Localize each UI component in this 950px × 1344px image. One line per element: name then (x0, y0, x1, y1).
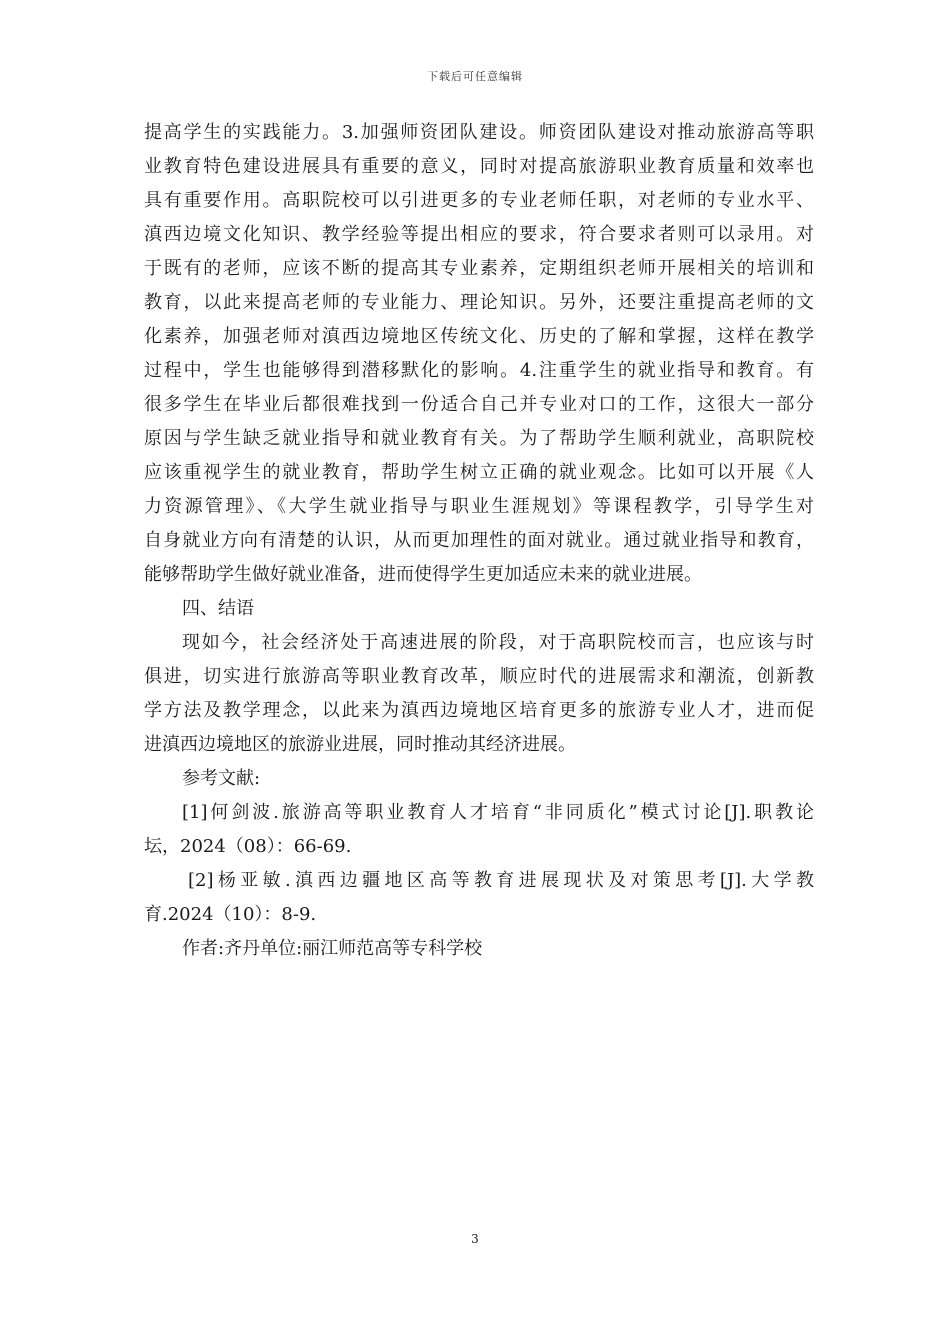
paragraph-line: 教育，以此来提高老师的专业能力、理论知识。另外，还要注重提高老师的文 (144, 292, 814, 313)
paragraph-line: 具有重要作用。高职院校可以引进更多的专业老师任职，对老师的专业水平、 (144, 190, 814, 211)
reference-item (144, 796, 814, 864)
reference-line: [2]杨亚敏.滇西边疆地区高等教育进展现状及对策思考[J].大学教 (188, 870, 814, 891)
paragraph-line: 现如今，社会经济处于高速进展的阶段，对于高职院校而言，也应该与时 (182, 632, 814, 653)
page-number: 3 (471, 1232, 479, 1246)
references-heading: 参考文献: (182, 768, 261, 789)
paragraph-line: 力资源管理》、《大学生就业指导与职业生涯规划》等课程教学，引导学生对 (144, 496, 814, 517)
conclusion-paragraph (144, 626, 814, 762)
paragraph-line: 业教育特色建设进展具有重要的意义，同时对提高旅游职业教育质量和效率也 (144, 156, 814, 177)
reference-line: 育.2024（10）：8-9. (144, 904, 317, 925)
reference-line: 坛，2024（08）：66-69. (144, 836, 352, 857)
paragraph-line: 提高学生的实践能力。3.加强师资团队建设。师资团队建设对推动旅游高等职 (144, 122, 814, 143)
reference-line: [1]何剑波.旅游高等职业教育人才培育“非同质化”模式讨论[J].职教论 (182, 802, 814, 823)
paragraph-line: 于既有的老师，应该不断的提高其专业素养，定期组织老师开展相关的培训和 (144, 258, 814, 279)
paragraph-line: 自身就业方向有清楚的认识，从而更加理性的面对就业。通过就业指导和教育， (144, 530, 814, 551)
paragraph-line: 很多学生在毕业后都很难找到一份适合自己并专业对口的工作，这很大一部分 (144, 394, 814, 415)
paragraph-line: 滇西边境文化知识、教学经验等提出相应的要求，符合要求者则可以录用。对 (144, 224, 814, 245)
body-paragraph (144, 116, 814, 592)
paragraph-line: 进滇西边境地区的旅游业进展，同时推动其经济进展。 (144, 734, 576, 755)
paragraph-line: 俱进，切实进行旅游高等职业教育改革，顺应时代的进展需求和潮流，创新教 (144, 666, 814, 687)
reference-item (144, 864, 814, 932)
paragraph-line: 能够帮助学生做好就业准备，进而使得学生更加适应未来的就业进展。 (144, 564, 702, 585)
author-line: 作者:齐丹单位:丽江师范高等专科学校 (182, 938, 483, 959)
page-content (144, 116, 814, 966)
section-heading: 四、结语 (182, 598, 254, 619)
paragraph-line: 原因与学生缺乏就业指导和就业教育有关。为了帮助学生顺利就业，高职院校 (144, 428, 814, 449)
paragraph-line: 化素养，加强老师对滇西边境地区传统文化、历史的了解和掌握，这样在教学 (144, 326, 814, 347)
paragraph-line: 应该重视学生的就业教育，帮助学生树立正确的就业观念。比如可以开展《人 (144, 462, 814, 483)
header-note: 下载后可任意编辑 (427, 70, 523, 83)
paragraph-line: 学方法及教学理念，以此来为滇西边境地区培育更多的旅游专业人才，进而促 (144, 700, 814, 721)
paragraph-line: 过程中，学生也能够得到潜移默化的影响。4.注重学生的就业指导和教育。有 (144, 360, 814, 381)
